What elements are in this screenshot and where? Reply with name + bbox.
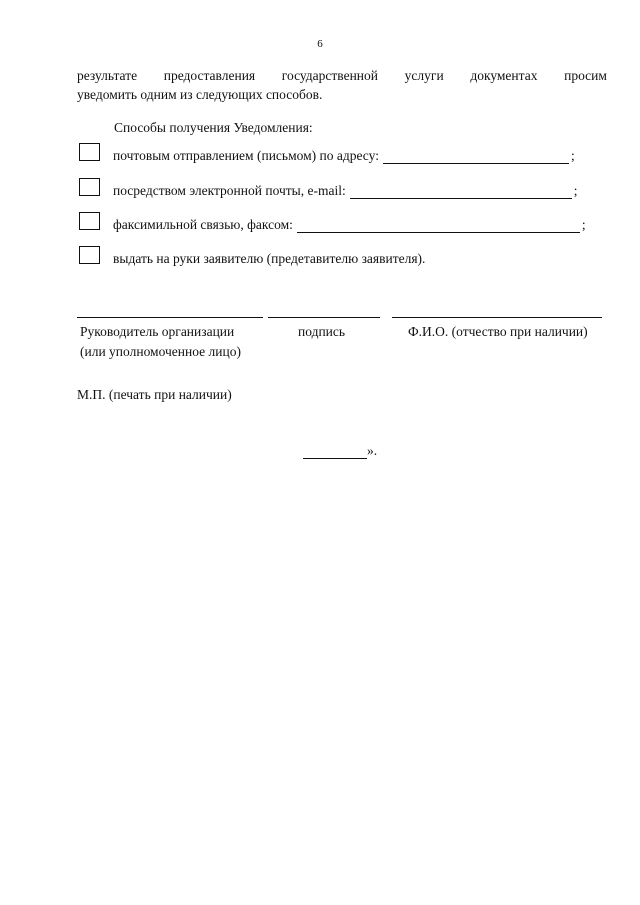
intro-word: предоставления	[163, 68, 256, 83]
closing-quote: ».	[367, 443, 378, 458]
address-field[interactable]	[383, 150, 569, 164]
stamp-label: М.П. (печать при наличии)	[77, 387, 232, 402]
option-email	[79, 178, 609, 200]
option-label: почтовым отправлением (письмом) по адресу:	[113, 148, 379, 163]
intro-word: документах	[470, 68, 538, 83]
fax-field[interactable]	[297, 219, 580, 233]
checkbox-in-person[interactable]	[79, 246, 100, 264]
closing-line	[303, 443, 377, 459]
intro-paragraph	[77, 66, 607, 104]
option-label: выдать на руки заявителю (предетавителю заявителя).	[113, 251, 426, 266]
position-label-note: (или уполномоченное лицо)	[80, 344, 241, 359]
email-field[interactable]	[350, 185, 572, 199]
option-suffix: ;	[573, 183, 578, 198]
intro-word: результате	[77, 68, 138, 83]
option-label: факсимильной связью, факсом:	[113, 217, 293, 232]
intro-word: просим	[564, 68, 607, 83]
options-title: Способы получения Уведомления:	[114, 120, 313, 135]
name-label: Ф.И.О. (отчество при наличии)	[408, 324, 588, 339]
intro-line-1	[77, 66, 607, 85]
checkbox-email[interactable]	[79, 178, 100, 196]
option-post	[79, 143, 609, 165]
name-signature-line[interactable]	[392, 317, 602, 318]
closing-blank[interactable]	[303, 445, 367, 459]
option-suffix: ;	[581, 217, 586, 232]
intro-word: услуги	[404, 68, 444, 83]
option-fax	[79, 212, 609, 234]
checkbox-post[interactable]	[79, 143, 100, 161]
position-signature-line[interactable]	[77, 317, 263, 318]
intro-line-2: уведомить одним из следующих способов.	[77, 87, 323, 102]
intro-word: государственной	[281, 68, 379, 83]
checkbox-fax[interactable]	[79, 212, 100, 230]
signature-label: подпись	[298, 324, 346, 339]
option-in-person	[79, 246, 609, 268]
option-label: посредством электронной почты, e-mail:	[113, 183, 346, 198]
position-label: Руководитель организации	[80, 324, 235, 339]
option-suffix: ;	[570, 148, 575, 163]
page-number: 6	[317, 38, 323, 50]
signature-line[interactable]	[268, 317, 380, 318]
